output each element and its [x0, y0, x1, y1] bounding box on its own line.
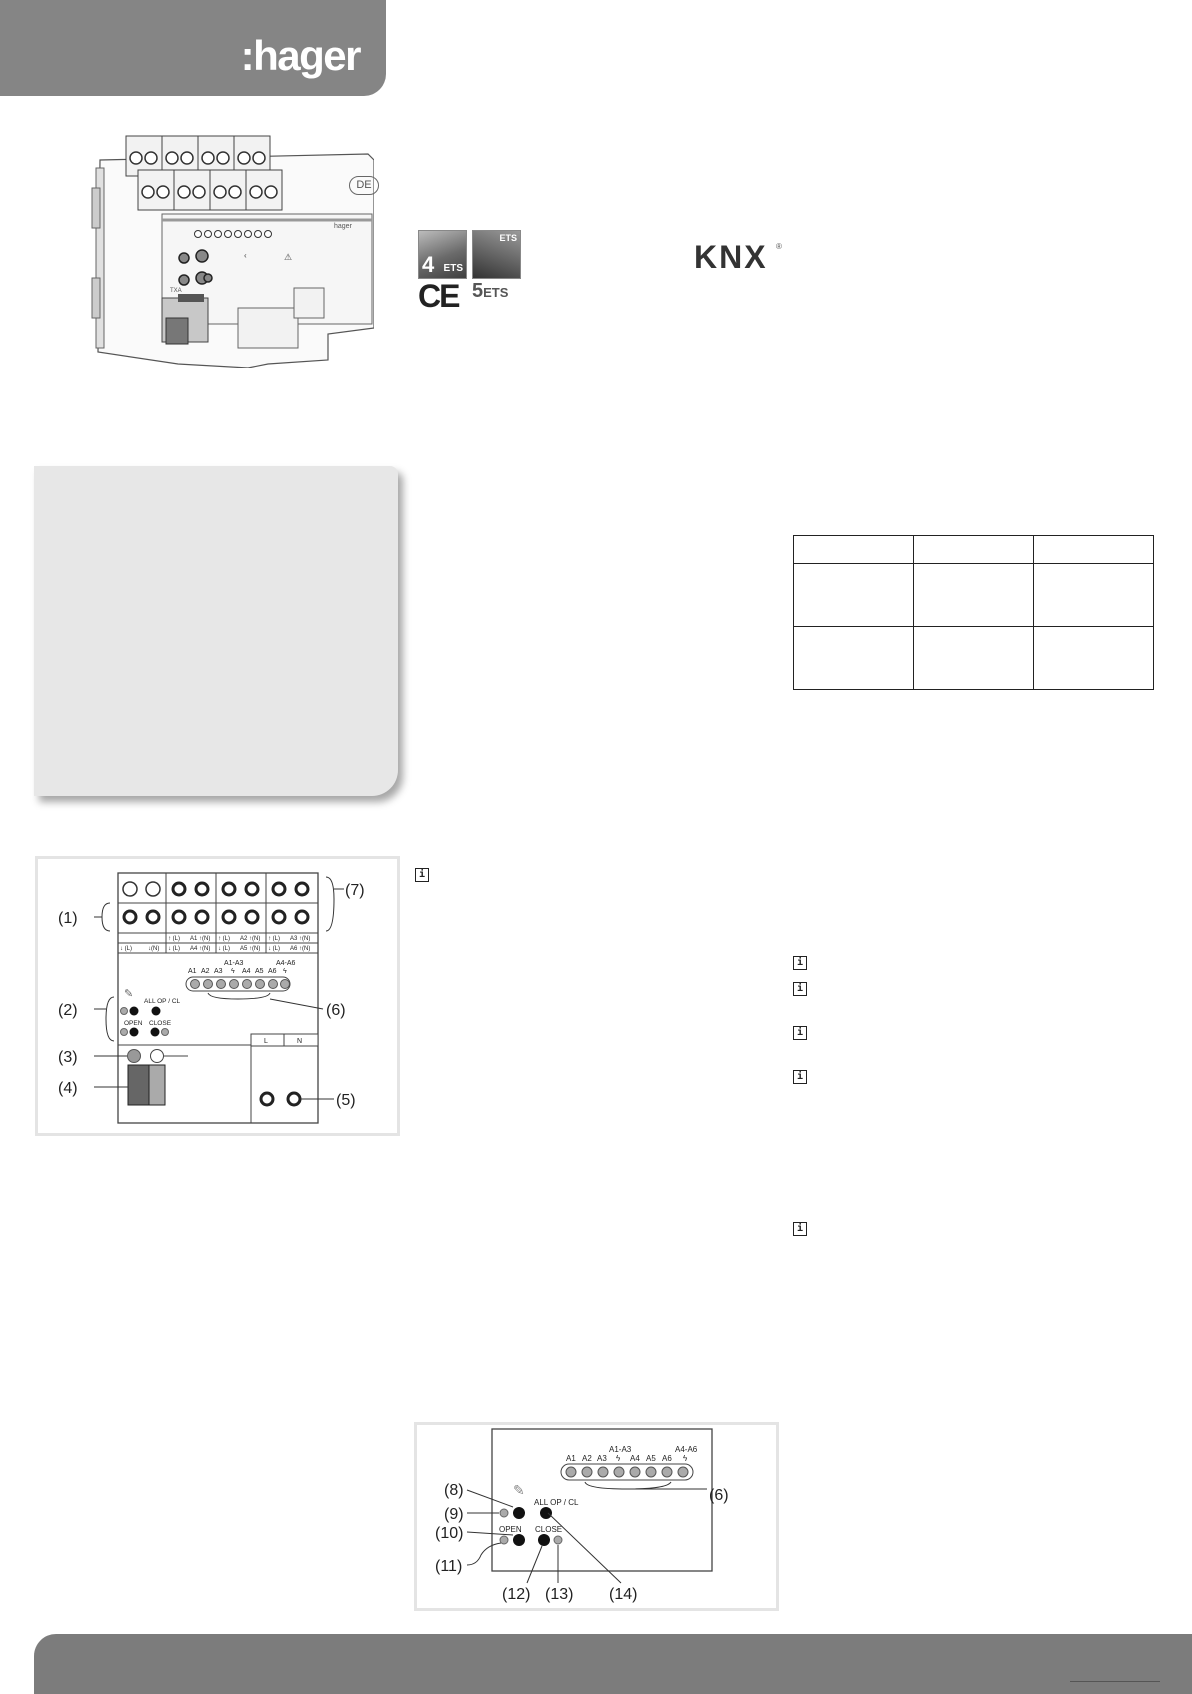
svg-text:A5 ↑(N): A5 ↑(N) — [240, 946, 261, 952]
ce-mark-icon: CE — [418, 278, 459, 314]
svg-text:CLOSE: CLOSE — [149, 1020, 172, 1027]
callout-13: (13) — [545, 1586, 574, 1603]
svg-text:CLOSE: CLOSE — [535, 1525, 563, 1534]
info-icon: i — [793, 982, 807, 996]
callout-11: (11) — [435, 1558, 463, 1575]
callout-6: (6) — [326, 1002, 346, 1019]
svg-text:‹: ‹ — [244, 251, 247, 260]
control-panel-figure — [414, 1422, 779, 1611]
svg-text:A5: A5 — [646, 1454, 656, 1463]
svg-text:↓ (L): ↓ (L) — [120, 946, 132, 952]
safety-notice-box — [34, 466, 398, 796]
callout-9: (9) — [444, 1506, 464, 1523]
language-badge: DE — [349, 176, 379, 195]
table-cell — [1034, 564, 1154, 627]
footer-bar — [34, 1634, 1192, 1694]
table-row — [794, 536, 1154, 564]
info-icon: i — [793, 1026, 807, 1040]
svg-text:L: L — [264, 1038, 268, 1045]
svg-text:↓ (L): ↓ (L) — [218, 946, 230, 952]
callout-6: (6) — [709, 1487, 729, 1504]
table-row — [794, 627, 1154, 690]
table-cell — [794, 627, 914, 690]
ets5-certification-icon: ETS — [472, 230, 521, 279]
svg-text:ϟ: ϟ — [283, 968, 287, 975]
svg-text:ϟ: ϟ — [616, 1454, 621, 1463]
table-cell — [794, 564, 914, 627]
control-panel-diagram — [417, 1425, 776, 1608]
svg-text:TXA: TXA — [170, 288, 182, 294]
table-cell — [914, 627, 1034, 690]
svg-text:A3 ↑(N): A3 ↑(N) — [290, 936, 311, 942]
brand-header — [0, 0, 386, 96]
program-icon: ✎ — [513, 1482, 525, 1498]
svg-text:⚠: ⚠ — [284, 252, 293, 262]
svg-text:OPEN: OPEN — [124, 1020, 143, 1027]
svg-text:↓(N): ↓(N) — [148, 946, 160, 952]
svg-text:A4-A6: A4-A6 — [675, 1445, 698, 1454]
svg-text:A3: A3 — [597, 1454, 607, 1463]
svg-text:A3: A3 — [214, 968, 223, 975]
table-cell — [794, 536, 914, 564]
program-icon: ✎ — [124, 988, 134, 1000]
callout-1: (1) — [58, 910, 78, 927]
svg-text:A4: A4 — [242, 968, 251, 975]
callout-5: (5) — [336, 1092, 356, 1109]
callout-3: (3) — [58, 1049, 78, 1066]
svg-text:↑ (L): ↑ (L) — [268, 936, 280, 942]
ets4-certification-icon: 4 ETS — [418, 230, 467, 279]
knx-logo: KNX — [694, 239, 768, 275]
callout-2: (2) — [58, 1002, 78, 1019]
device-diagram-figure — [35, 856, 400, 1136]
svg-text:↑ (L): ↑ (L) — [218, 936, 230, 942]
svg-text:A1 ↑(N): A1 ↑(N) — [190, 936, 211, 942]
callout-12: (12) — [502, 1586, 531, 1603]
svg-text:ϟ: ϟ — [683, 1454, 688, 1463]
svg-text:A4 ↑(N): A4 ↑(N) — [190, 946, 211, 952]
device-diagram — [38, 859, 397, 1133]
svg-text:N: N — [297, 1038, 303, 1045]
svg-text:OPEN: OPEN — [499, 1525, 522, 1534]
callout-8: (8) — [444, 1482, 464, 1499]
svg-text:A6: A6 — [268, 968, 277, 975]
footer-divider — [1070, 1681, 1160, 1682]
svg-text:A1-A3: A1-A3 — [224, 960, 244, 967]
svg-text:ALL OP / CL: ALL OP / CL — [534, 1498, 579, 1507]
info-icon: i — [793, 1222, 807, 1236]
table-cell — [914, 564, 1034, 627]
svg-text:A6 ↑(N): A6 ↑(N) — [290, 946, 311, 952]
table-cell — [914, 536, 1034, 564]
svg-text:A6: A6 — [662, 1454, 672, 1463]
svg-text:A1: A1 — [188, 968, 197, 975]
svg-text:A2 ↑(N): A2 ↑(N) — [240, 936, 261, 942]
svg-text:↓ (L): ↓ (L) — [268, 946, 280, 952]
callout-14: (14) — [609, 1586, 638, 1603]
info-icon: i — [793, 1070, 807, 1084]
svg-text:A1-A3: A1-A3 — [609, 1445, 632, 1454]
callout-10: (10) — [435, 1525, 464, 1542]
svg-text:ALL OP / CL: ALL OP / CL — [144, 998, 181, 1005]
svg-text:A4-A6: A4-A6 — [276, 960, 296, 967]
svg-text:↓ (L): ↓ (L) — [168, 946, 180, 952]
callout-7: (7) — [345, 882, 365, 899]
table-cell — [1034, 536, 1154, 564]
hager-logo: :hager — [240, 32, 360, 79]
svg-text:A5: A5 — [255, 968, 264, 975]
product-photo — [78, 128, 374, 368]
svg-text:hager: hager — [334, 223, 352, 230]
svg-text:A4: A4 — [630, 1454, 640, 1463]
info-icon: i — [415, 868, 429, 882]
info-icon: i — [793, 956, 807, 970]
ets5-logo: 5ETS — [472, 280, 509, 302]
svg-text:A2: A2 — [201, 968, 210, 975]
svg-text:↑ (L): ↑ (L) — [168, 936, 180, 942]
table-row — [794, 564, 1154, 627]
table-cell — [1034, 627, 1154, 690]
callout-4: (4) — [58, 1080, 78, 1097]
spec-table — [793, 535, 1154, 690]
knx-registered-mark: ® — [776, 242, 782, 251]
svg-text:A2: A2 — [582, 1454, 592, 1463]
svg-text:A1: A1 — [566, 1454, 576, 1463]
svg-text:ϟ: ϟ — [231, 968, 235, 975]
